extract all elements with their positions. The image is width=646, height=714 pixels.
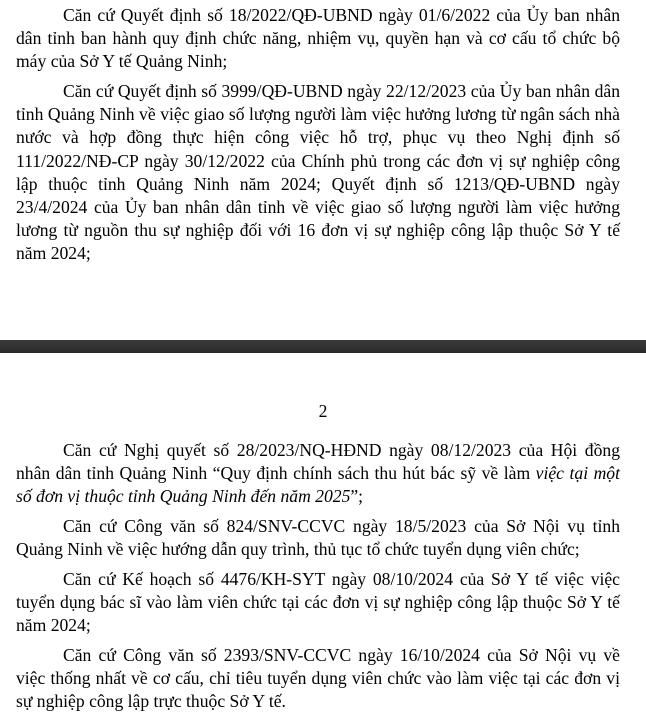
paragraph-official-letter-824: Căn cứ Công văn số 824/SNV-CCVC ngày 18/5/2023 của Sở Nội vụ tỉnh Quảng Ninh về việc hướng dẫn quy trình, thủ tục tổ chức tuyển dụng viên chức; xyxy=(16,516,620,560)
page-separator xyxy=(0,340,646,353)
paragraph-resolution-28-2023 xyxy=(16,439,620,509)
resolution-italic-text: việc tại một số đơn vị thuộc tỉnh Quảng Ninh đến năm 2025 xyxy=(16,463,620,507)
paragraph-decision-3999-2023: Căn cứ Quyết định số 3999/QĐ-UBND ngày 22/12/2023 của Ủy ban nhân dân tỉnh Quảng Ninh về việc giao số lượng người làm việc hưởng lương từ ngân sách nhà nước và hợp đồng thực hiện công việc hỗ trợ, phục vụ theo Nghị định số 111/2022/NĐ-CP ngày 30/12/2022 của Chính phủ trong các đơn vị sự nghiệp công lập thuộc tỉnh Quảng Ninh năm 2024; Quyết định số 1213/QĐ-UBND ngày 23/4/2024 của Ủy ban nhân dân tỉnh về việc giao số lượng người làm việc hưởng lương từ nguồn thu sự nghiệp đối với 16 đơn vị sự nghiệp công lập thuộc Sở Y tế năm 2024; xyxy=(16,81,620,264)
resolution-text: Căn cứ Nghị quyết số 28/2023/NQ-HĐND ngày 08/12/2023 của Hội đồng nhân dân tỉnh Quảng Ninh “Quy định chính sách thu hút bác sỹ về làm xyxy=(16,440,620,484)
page-number: 2 xyxy=(318,401,328,421)
paragraph-decision-18-2022: Căn cứ Quyết định số 18/2022/QĐ-UBND ngày 01/6/2022 của Ủy ban nhân dân tỉnh ban hành quy định chức năng, nhiệm vụ, quyền hạn và cơ cấu tổ chức bộ máy của Sở Y tế Quảng Ninh; xyxy=(16,5,620,72)
paragraph-plan-4476: Căn cứ Kế hoạch số 4476/KH-SYT ngày 08/10/2024 của Sở Y tế việc việc tuyển dụng bác sĩ vào làm viên chức tại các đơn vị sự nghiệp công lập thuộc Sở Y tế năm 2024; xyxy=(16,569,620,636)
resolution-text-end: ”; xyxy=(350,486,364,507)
paragraph-official-letter-2393: Căn cứ Công văn số 2393/SNV-CCVC ngày 16/10/2024 của Sở Nội vụ về việc thống nhất về cơ cấu, chỉ tiêu tuyển dụng viên chức vào làm việc tại các đơn vị sự nghiệp công lập trực thuộc Sở Y tế. xyxy=(16,645,620,712)
